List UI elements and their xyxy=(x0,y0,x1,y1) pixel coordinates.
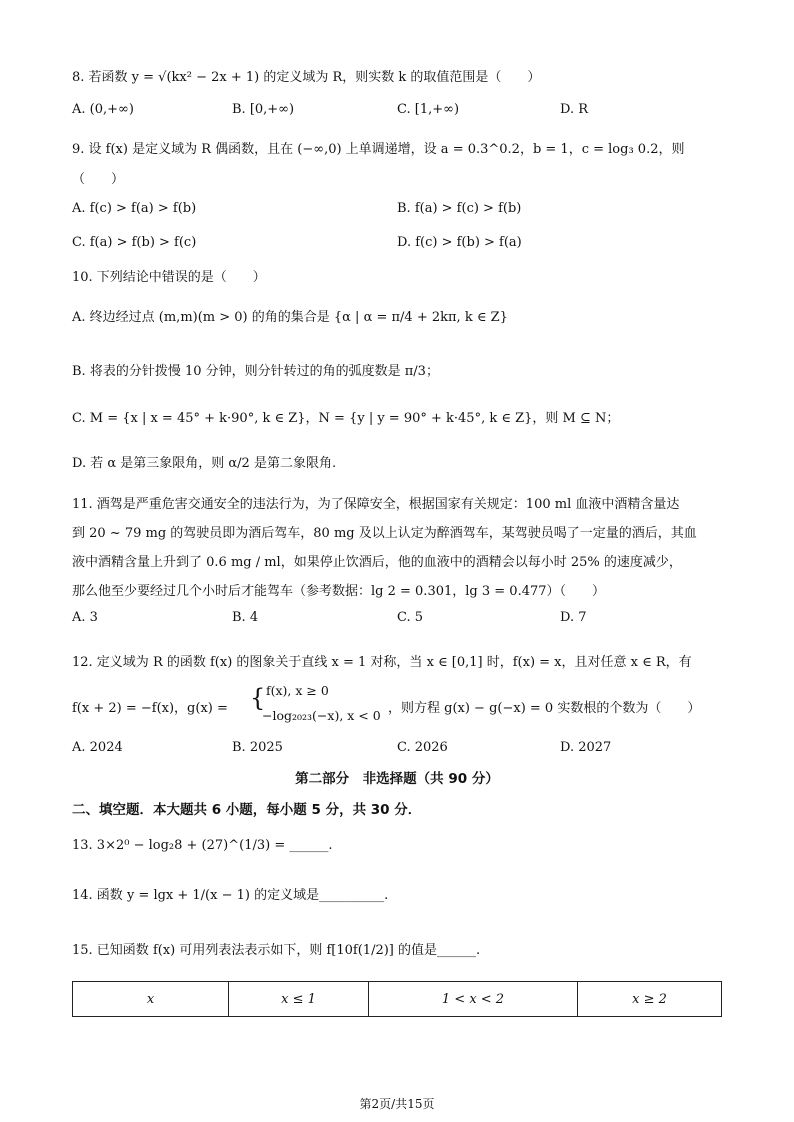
q8-option-c: C. [1,+∞) xyxy=(397,102,460,117)
q10-option-a: A. 终边经过点 (m,m)(m > 0) 的角的集合是 {α | α = π/4 + 2kπ, k ∈ Z} xyxy=(72,310,508,325)
piecewise-brace: { xyxy=(250,684,266,712)
q12-piece-1: f(x), x ≥ 0 xyxy=(266,683,329,698)
q11-option-c: C. 5 xyxy=(397,610,424,625)
q15: 15. 已知函数 f(x) 可用列表法表示如下，则 f[10f(1/2)] 的值是______. xyxy=(72,943,481,958)
q12-line-2-start: f(x + 2) = −f(x)，g(x) = xyxy=(72,701,228,716)
table-cell: x ≥ 2 xyxy=(578,982,722,1017)
q11-line-4: 那么他至少要经过几个小时后才能驾车（参考数据：lg 2 = 0.301，lg 3 = 0.477）（ ） xyxy=(72,584,606,599)
q8-stem: 8. 若函数 y = √(kx² − 2x + 1) 的定义域为 R，则实数 k 的取值范围是（ ） xyxy=(72,70,541,85)
part-two-title: 第二部分 非选择题（共 90 分） xyxy=(295,771,499,787)
q10-option-c: C. M = {x | x = 45° + k·90°, k ∈ Z}，N = {y | y = 90° + k·45°, k ∈ Z}，则 M ⊆ N； xyxy=(72,411,620,426)
table-cell: 1 < x < 2 xyxy=(369,982,578,1017)
q11-option-b: B. 4 xyxy=(232,610,259,625)
q12-option-d: D. 2027 xyxy=(560,740,612,755)
q11-option-d: D. 7 xyxy=(560,610,587,625)
q8-option-b: B. [0,+∞) xyxy=(232,102,295,117)
q11-line-1: 11. 酒驾是严重危害交通安全的违法行为，为了保障安全，根据国家有关规定：100 ml 血液中酒精含量达 xyxy=(72,497,680,512)
q13: 13. 3×2⁰ − log₂8 + (27)^(1/3) = ______. xyxy=(72,838,333,853)
q9-stem-bracket: （ ） xyxy=(72,172,125,187)
q9-option-b: B. f(a) > f(c) > f(b) xyxy=(397,201,522,216)
q12-option-c: C. 2026 xyxy=(397,740,448,755)
q8-option-a: A. (0,+∞) xyxy=(72,102,134,117)
q8-option-d: D. R xyxy=(560,102,589,117)
q10-option-d: D. 若 α 是第三象限角，则 α/2 是第二象限角. xyxy=(72,456,337,471)
table-cell: x xyxy=(73,982,229,1017)
fill-in-section-title: 二、填空题．本大题共 6 小题，每小题 5 分，共 30 分． xyxy=(72,802,422,818)
function-value-table xyxy=(72,981,722,1017)
q11-line-2: 到 20 ~ 79 mg 的驾驶员即为酒后驾车，80 mg 及以上认定为醉酒驾车，某驾驶员喝了一定量的酒后，其血 xyxy=(72,526,697,541)
table-row xyxy=(73,982,722,1017)
q9-stem: 9. 设 f(x) 是定义域为 R 偶函数，且在 (−∞,0) 上单调递增，设 a = 0.3^0.2，b = 1，c = log₃ 0.2，则 xyxy=(72,142,685,157)
q12-option-a: A. 2024 xyxy=(72,740,123,755)
q10-stem: 10. 下列结论中错误的是（ ） xyxy=(72,270,266,285)
q9-option-c: C. f(a) > f(b) > f(c) xyxy=(72,235,197,250)
q9-option-a: A. f(c) > f(a) > f(b) xyxy=(72,201,197,216)
q12-piece-2: −log₂₀₂₃(−x), x < 0 xyxy=(262,708,381,723)
q11-line-3: 液中酒精含量上升到了 0.6 mg / ml，如果停止饮酒后，他的血液中的酒精会以每小时 25% 的速度减少， xyxy=(72,555,682,570)
q12-line-1: 12. 定义域为 R 的函数 f(x) 的图象关于直线 x = 1 对称，当 x ∈ [0,1] 时，f(x) = x，且对任意 x ∈ R，有 xyxy=(72,655,692,670)
table-cell: x ≤ 1 xyxy=(229,982,369,1017)
q14: 14. 函数 y = lgx + 1/(x − 1) 的定义域是__________. xyxy=(72,888,389,903)
q10-option-b: B. 将表的分针拨慢 10 分钟，则分针转过的角的弧度数是 π/3； xyxy=(72,364,439,379)
q12-option-b: B. 2025 xyxy=(232,740,283,755)
page-number: 第2页/共15页 xyxy=(359,1097,435,1111)
q9-option-d: D. f(c) > f(b) > f(a) xyxy=(397,235,522,250)
q12-line-2-end: ，则方程 g(x) − g(−x) = 0 实数根的个数为（ ） xyxy=(388,701,701,716)
q11-option-a: A. 3 xyxy=(72,610,98,625)
